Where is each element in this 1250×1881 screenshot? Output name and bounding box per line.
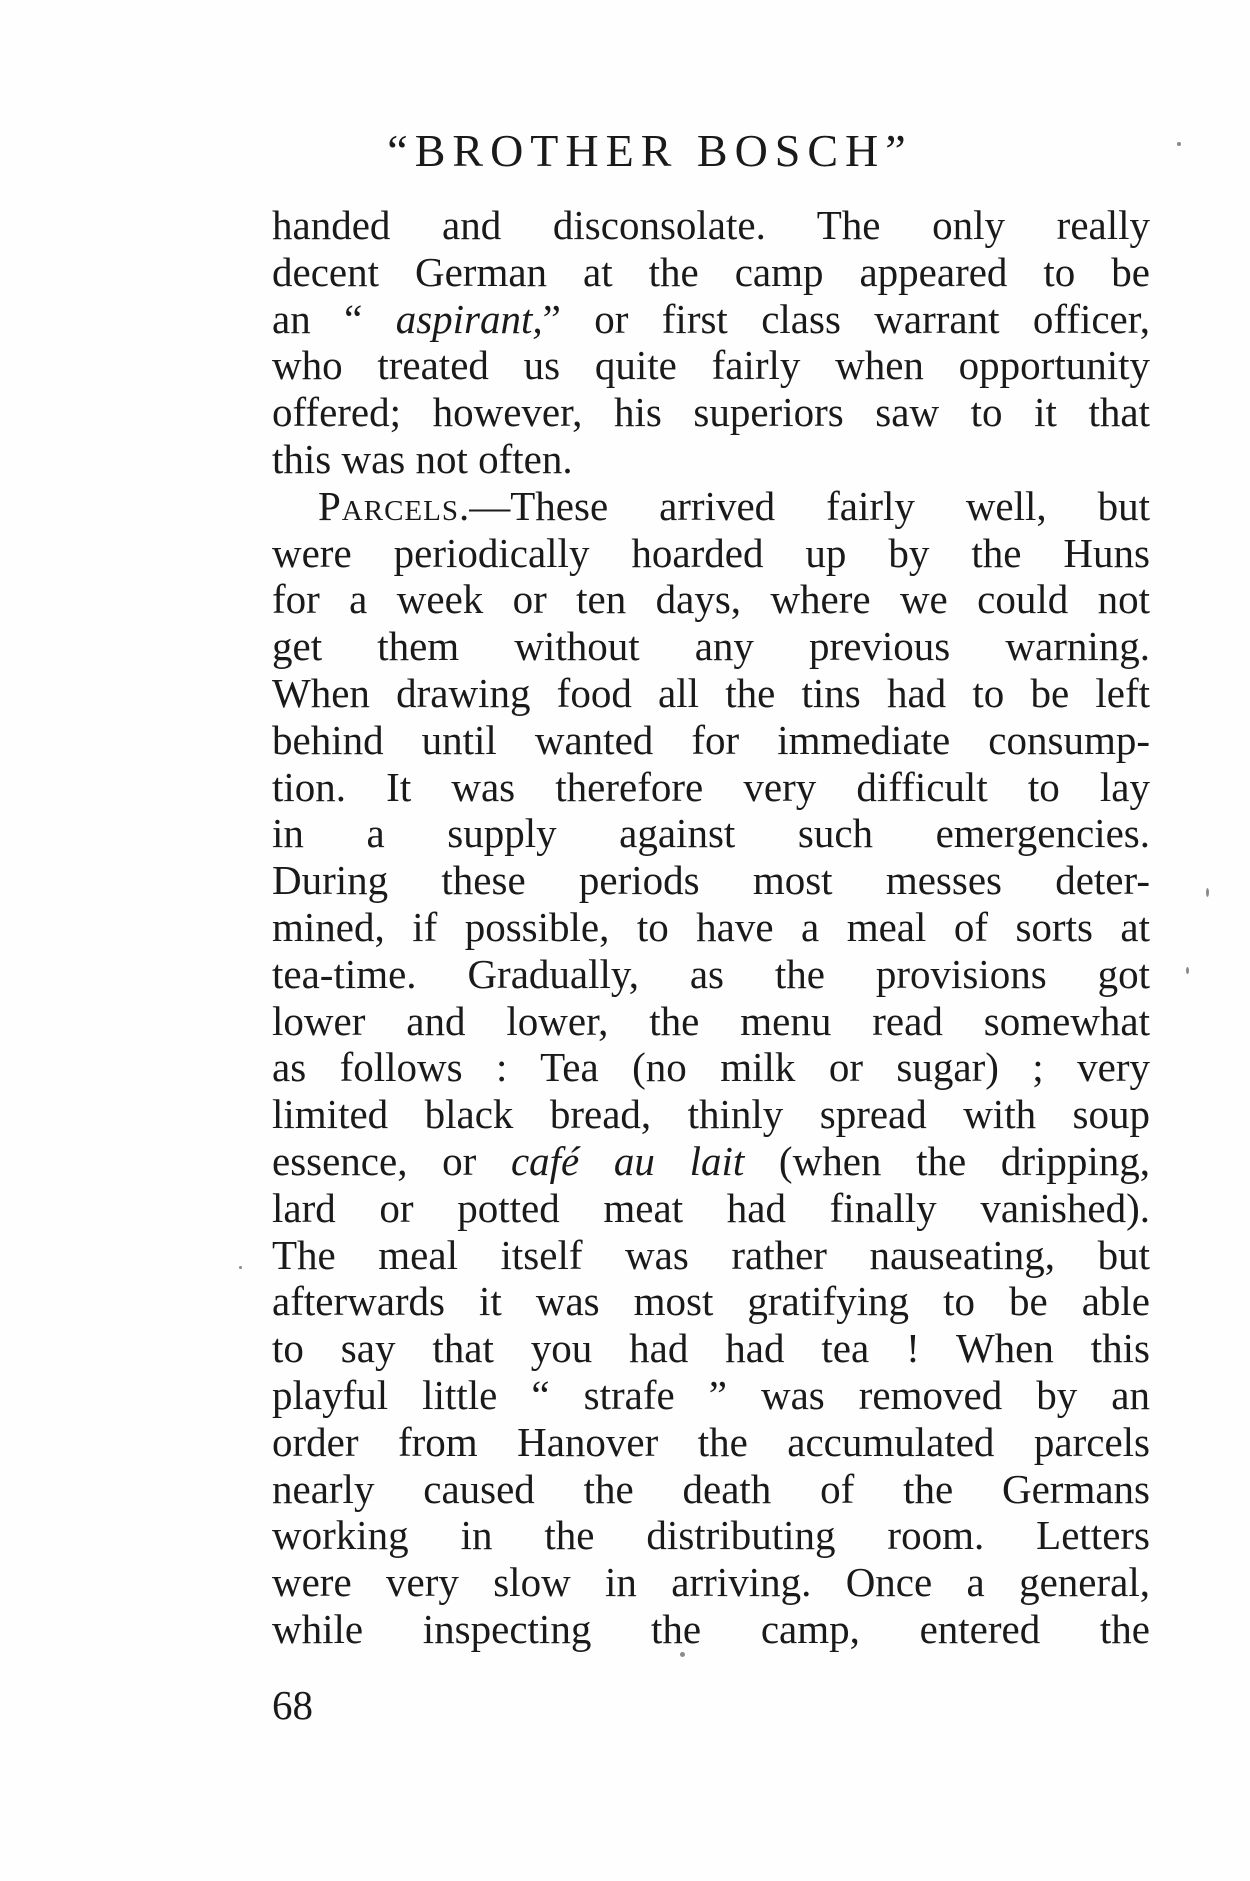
text-line — [272, 764, 1150, 811]
print-speck — [1186, 967, 1189, 974]
text-run: to say that you had had tea ! When this — [272, 1325, 1150, 1372]
text-line — [272, 670, 1150, 717]
print-speck — [1206, 888, 1209, 897]
text-run: limited black bread, thinly spread with soup — [272, 1091, 1150, 1138]
text-line — [272, 530, 1150, 577]
text-run: offered; however, his superiors saw to it that — [272, 389, 1150, 436]
text-line — [272, 202, 1150, 249]
text-line — [272, 1044, 1150, 1091]
text-line — [272, 1466, 1150, 1513]
text-line — [272, 342, 1150, 389]
text-run: an “ — [272, 295, 396, 342]
text-run: for a week or ten days, where we could not — [272, 576, 1150, 623]
text-run: tea-time. Gradually, as the provisions got — [272, 950, 1150, 997]
print-speck — [680, 1652, 685, 1657]
text-line — [272, 1372, 1150, 1419]
italic-run: aspirant, — [395, 295, 543, 342]
text-line — [272, 717, 1150, 764]
text-run: playful little “ strafe ” was removed by an — [272, 1371, 1150, 1418]
text-run: The meal itself was rather nauseating, but — [272, 1231, 1150, 1278]
text-run: were very slow in arriving. Once a general, — [272, 1559, 1150, 1606]
text-run: decent German at the camp appeared to be — [272, 248, 1150, 295]
text-line — [272, 951, 1150, 998]
text-run: while inspecting the camp, entered the — [272, 1605, 1150, 1652]
print-speck — [1177, 142, 1181, 146]
text-run: mined, if possible, to have a meal of sorts at — [272, 903, 1150, 950]
text-run: who treated us quite fairly when opportunity — [272, 342, 1150, 389]
text-line — [272, 857, 1150, 904]
text-line — [272, 389, 1150, 436]
text-run: afterwards it was most gratifying to be able — [272, 1278, 1150, 1325]
text-run: order from Hanover the accumulated parcels — [272, 1418, 1150, 1465]
text-run: this was not often. — [272, 435, 573, 482]
small-caps-run: Parcels — [318, 482, 459, 529]
text-line — [272, 1185, 1150, 1232]
text-line — [272, 436, 1150, 483]
text-line — [272, 483, 1150, 530]
text-line — [272, 1091, 1150, 1138]
text-run: lard or potted meat had finally vanished). — [272, 1184, 1150, 1231]
text-run: in a supply against such emergencies. — [272, 810, 1150, 857]
page-number: 68 — [272, 1682, 313, 1728]
running-head: “BROTHER BOSCH” — [387, 125, 913, 176]
text-line — [272, 249, 1150, 296]
text-run: working in the distributing room. Letters — [272, 1512, 1150, 1559]
text-run: get them without any previous warning. — [272, 623, 1150, 670]
text-line — [272, 1419, 1150, 1466]
text-line — [272, 1559, 1150, 1606]
text-run: ” or first class warrant officer, — [542, 295, 1150, 342]
text-line — [272, 296, 1150, 343]
text-line — [272, 1232, 1150, 1279]
text-run: behind until wanted for immediate consump- — [272, 716, 1150, 763]
text-run: During these periods most messes deter- — [272, 857, 1150, 904]
text-line — [272, 904, 1150, 951]
text-line — [272, 1512, 1150, 1559]
text-run: .—These arrived fairly well, but — [459, 482, 1150, 529]
text-run: essence, or — [272, 1137, 511, 1184]
text-run: as follows : Tea (no milk or sugar) ; very — [272, 1044, 1150, 1091]
text-line — [272, 576, 1150, 623]
text-line — [272, 810, 1150, 857]
text-line — [272, 623, 1150, 670]
text-line — [272, 1325, 1150, 1372]
text-line — [272, 1138, 1150, 1185]
body-text — [272, 202, 1150, 1653]
italic-run: café au lait — [510, 1137, 745, 1184]
text-run: nearly caused the death of the Germans — [272, 1465, 1150, 1512]
text-line — [272, 1278, 1150, 1325]
text-run: When drawing food all the tins had to be left — [272, 669, 1150, 716]
text-run: (when the dripping, — [744, 1137, 1150, 1184]
text-run: were periodically hoarded up by the Huns — [272, 529, 1150, 576]
text-line — [272, 998, 1150, 1045]
text-line — [272, 1606, 1150, 1653]
text-run: lower and lower, the menu read somewhat — [272, 997, 1150, 1044]
text-run: tion. It was therefore very difficult to lay — [272, 763, 1150, 810]
text-run: handed and disconsolate. The only really — [272, 202, 1150, 248]
print-speck — [239, 1266, 242, 1269]
